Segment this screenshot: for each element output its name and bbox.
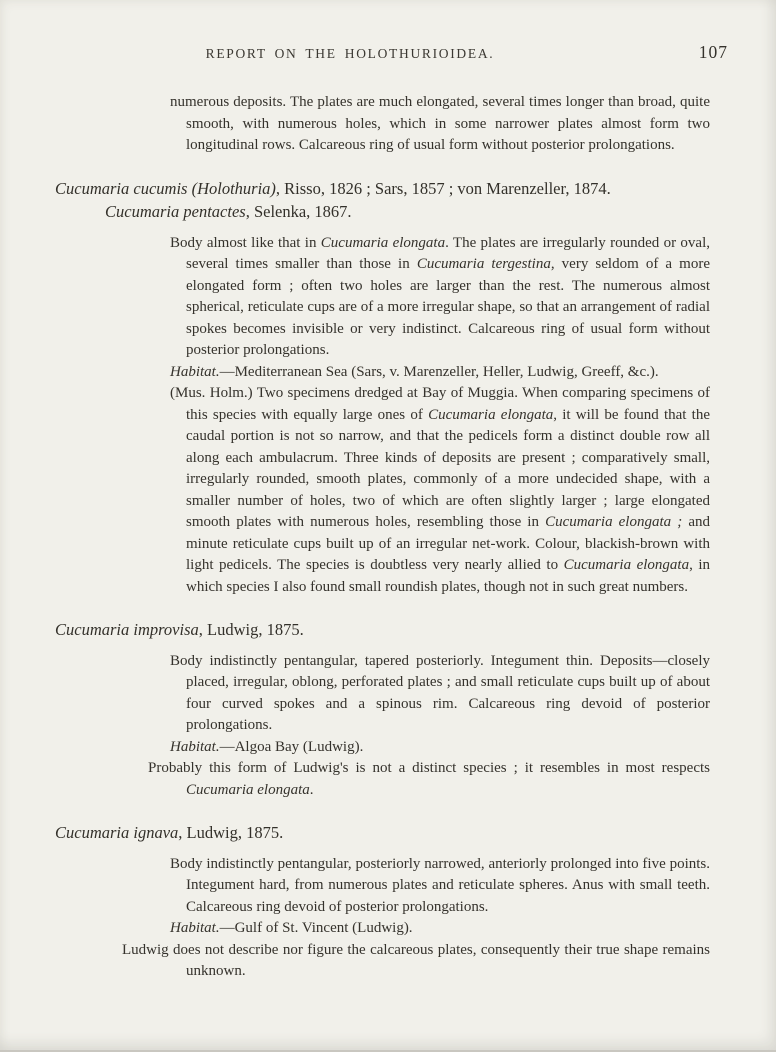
species-heading-ignava — [55, 821, 726, 845]
remarks-paragraph-cucumis: (Mus. Holm.) Two specimens dredged at Bay of Muggia. When comparing specimens of this species with equally large ones of Cucumaria elongata, it will be found that the caudal portion is not so narrow, and that the pedicels form a distinct double row all along each ambulacrum. Three kinds of deposits are present ; comparatively small, irregularly rounded, smooth plates, commonly of a more undecided shape, with a smaller number of holes, two of which are often slightly larger ; large elongated smooth plates with numerous holes, resembling those in Cucumaria elongata ; and minute reticulate cups built up of an irregular net-work. Colour, blackish-brown with light pedicels. The species is doubtless very nearly allied to Cucumaria elongata, in which species I also found small roundish plates, though not in such great numbers. — [170, 385, 710, 595]
document-body — [0, 70, 776, 983]
species-name-line: Cucumaria ignava, Ludwig, 1875. — [55, 823, 284, 842]
continuation-paragraph: numerous deposits. The plates are much elongated, several times longer than broad, quite smooth, with numerous holes, which in some narrower plates almost form two longitudinal rows. Calcareous ring of usual form without posterior prolongations. — [170, 94, 710, 153]
species-description-improvisa: Body indistinctly pentangular, tapered posteriorly. Integument thin. Deposits—closely placed, irregular, oblong, perforated plates ; and small reticulate cups built up of about four curved spokes and a spinous rim. Calcareous ring devoid of posterior prolongations. — [170, 652, 710, 733]
remarks-paragraph-ignava: Ludwig does not describe nor figure the calcareous plates, consequently their true shape remains unknown. — [122, 941, 710, 979]
species-description-cucumis: Body almost like that in Cucumaria elongata. The plates are irregularly rounded or oval, several times smaller than those in Cucumaria tergestina, very seldom of a more elongated form ; often two holes are larger than the rest. The numerous almost spherical, reticulate cups are of a more irregular shape, so that an arrangement of radial spokes becomes invisible or very indistinct. Calcareous ring of usual form without posterior prolongations. — [170, 234, 711, 358]
species-heading-cucumis — [55, 177, 726, 224]
habitat-line-improvisa: Habitat.—Algoa Bay (Ludwig). — [170, 738, 364, 755]
habitat-line-ignava: Habitat.—Gulf of St. Vincent (Ludwig). — [170, 920, 413, 936]
species-name-line: Cucumaria cucumis (Holothuria), Risso, 1826 ; Sars, 1857 ; von Marenzeller, 1874. — [55, 178, 611, 198]
page-number: 107 — [698, 42, 728, 62]
species-synonym-line: Cucumaria pentactes, Selenka, 1867. — [105, 202, 352, 221]
page-header — [0, 0, 776, 70]
remarks-paragraph-improvisa: Probably this form of Ludwig's is not a distinct species ; it resembles in most respects Cucumaria elongata. — [148, 760, 710, 798]
species-name-line: Cucumaria improvisa, Ludwig, 1875. — [55, 620, 304, 639]
running-title: REPORT ON THE HOLOTHURIOIDEA. — [205, 46, 495, 61]
habitat-line-cucumis: Habitat.—Mediterranean Sea (Sars, v. Marenzeller, Heller, Ludwig, Greeff, &c.). — [170, 363, 659, 380]
species-heading-improvisa — [55, 618, 726, 642]
species-description-ignava: Body indistinctly pentangular, posteriorly narrowed, anteriorly prolonged into five points. Integument hard, from numerous plates and reticulate spheres. Anus with small teeth. Calcareous ring devoid of posterior prolongations. — [170, 855, 710, 915]
